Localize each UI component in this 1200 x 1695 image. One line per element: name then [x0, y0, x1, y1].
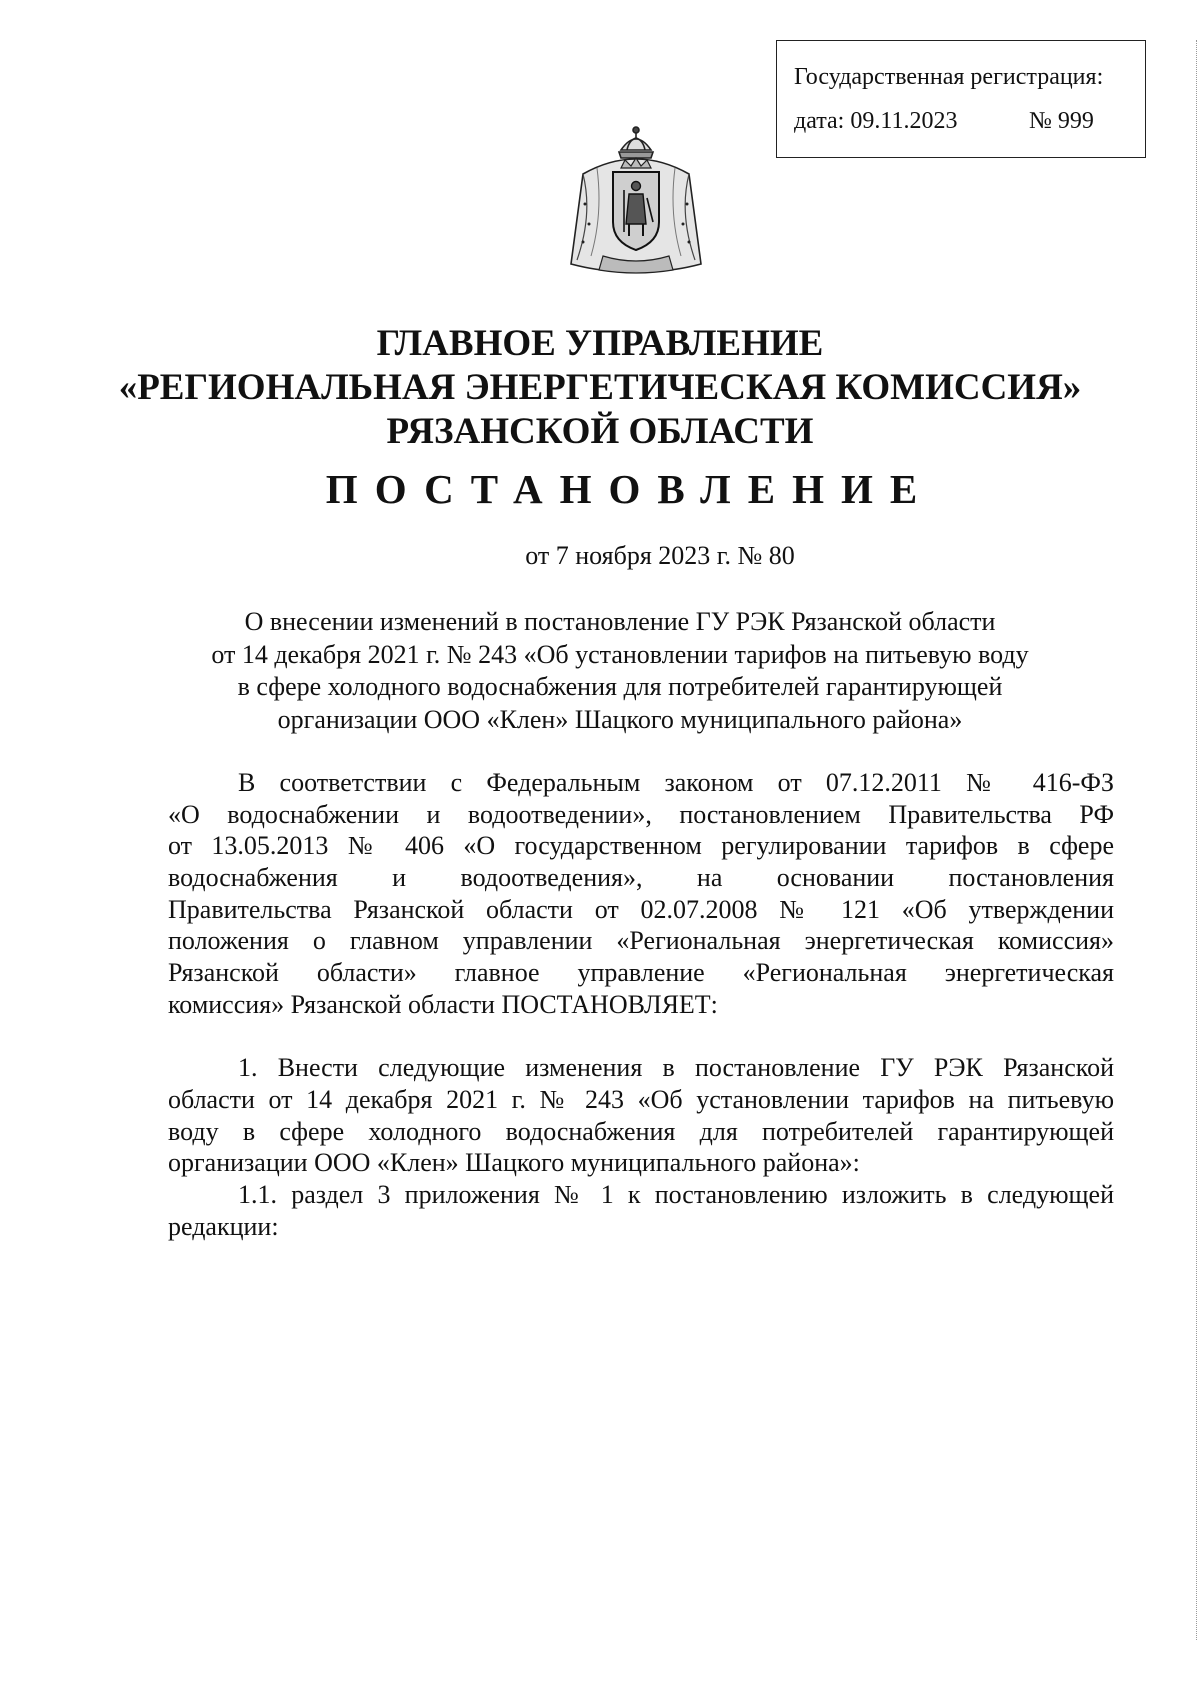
organization-title: [0, 322, 1200, 454]
document-date: от 7 ноября 2023 г. № 80: [525, 541, 795, 570]
document-body: [168, 767, 1114, 1242]
paragraph-line: положения о главном управлении «Региональная энергетическая комиссия»: [168, 926, 1114, 956]
registration-title: Государственная регистрация:: [794, 64, 1104, 90]
item-1-paragraph: [168, 1052, 1114, 1179]
paragraph-line: 1. Внести следующие изменения в постановление ГУ РЭК Рязанской: [238, 1053, 1114, 1083]
org-title-line: ГЛАВНОЕ УПРАВЛЕНИЕ: [376, 323, 824, 364]
paragraph-line: комиссия» Рязанской области ПОСТАНОВЛЯЕТ:: [168, 989, 718, 1019]
subject-line: О внесении изменений в постановление ГУ РЭК Рязанской области: [244, 607, 996, 636]
ryazan-coat-of-arms-icon: [563, 124, 709, 276]
paragraph-spacer: [168, 1021, 1114, 1053]
org-title-line: РЯЗАНСКОЙ ОБЛАСТИ: [386, 411, 814, 452]
item-1-1-paragraph: [168, 1179, 1114, 1242]
paragraph-line: воду в сфере холодного водоснабжения для потребителей гарантирующей: [168, 1116, 1114, 1146]
preamble-paragraph: [168, 767, 1114, 1021]
registration-date: дата: 09.11.2023: [794, 108, 958, 134]
paragraph-line: 1.1. раздел 3 приложения № 1 к постановлению изложить в следующей: [238, 1179, 1114, 1209]
paragraph-line: В соответствии с Федеральным законом от 07.12.2011 № 416-ФЗ: [238, 768, 1114, 797]
scan-edge-divider: [1196, 40, 1198, 1640]
paragraph-line: «О водоснабжении и водоотведении», постановлением Правительства РФ: [168, 799, 1114, 829]
org-title-line: «РЕГИОНАЛЬНАЯ ЭНЕРГЕТИЧЕСКАЯ КОМИССИЯ»: [118, 367, 1082, 408]
paragraph-line: организации ООО «Клен» Шацкого муниципального района»:: [168, 1148, 860, 1178]
paragraph-line: от 13.05.2013 № 406 «О государственном регулировании тарифов в сфере: [168, 831, 1114, 861]
paragraph-line: водоснабжения и водоотведения», на основании постановления: [168, 863, 1114, 893]
subject-line: организации ООО «Клен» Шацкого муниципального района»: [277, 704, 963, 734]
subject-line: от 14 декабря 2021 г. № 243 «Об установлении тарифов на питьевую воду: [211, 639, 1029, 669]
subject-line: в сфере холодного водоснабжения для потребителей гарантирующей: [237, 672, 1003, 701]
paragraph-line: Рязанской области» главное управление «Региональная энергетическая: [168, 958, 1114, 988]
document-type: ПОСТАНОВЛЕНИЕ: [325, 466, 935, 512]
registration-number: № 999: [1029, 108, 1094, 134]
document-subject: [180, 606, 1060, 736]
paragraph-line: Правительства Рязанской области от 02.07.2008 № 121 «Об утверждении: [168, 894, 1114, 924]
paragraph-line: редакции:: [168, 1211, 279, 1241]
paragraph-line: области от 14 декабря 2021 г. № 243 «Об установлении тарифов на питьевую: [168, 1084, 1114, 1114]
registration-stamp: [776, 40, 1146, 158]
